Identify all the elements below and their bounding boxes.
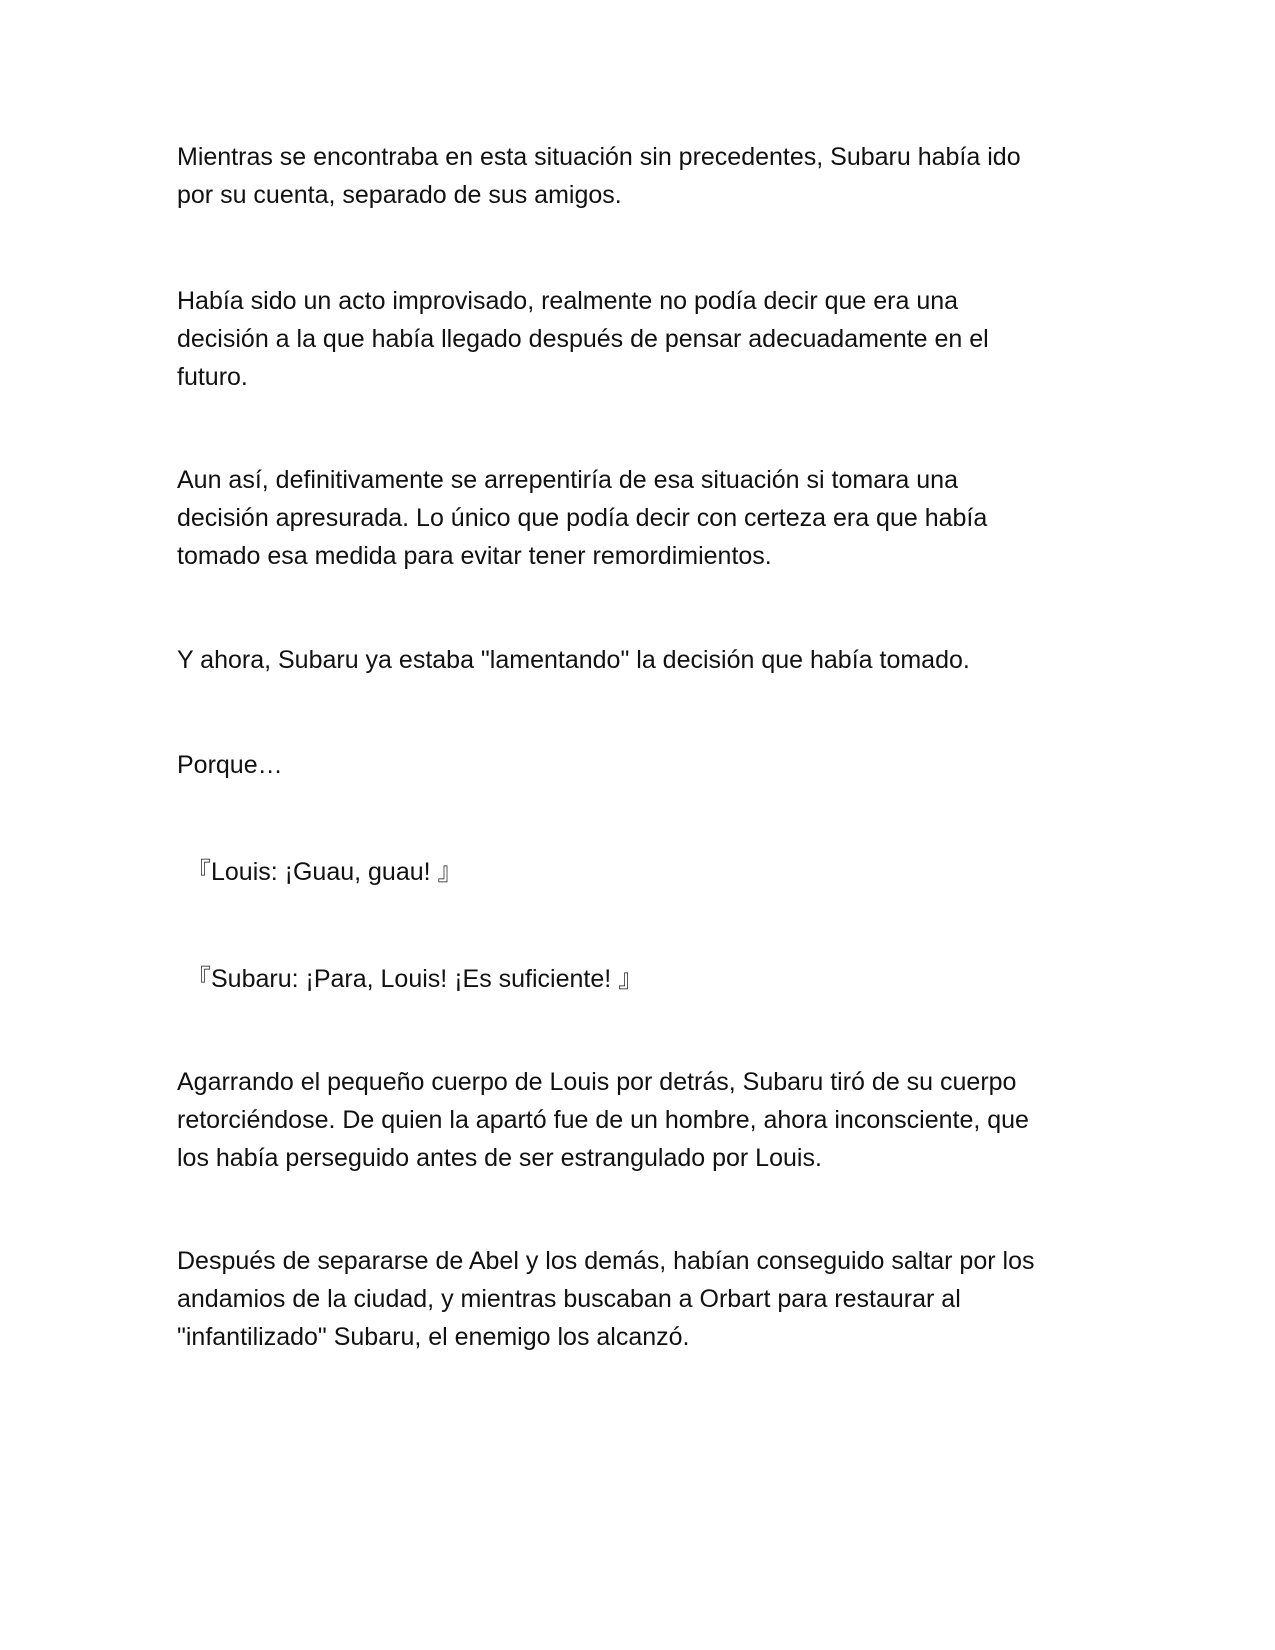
paragraph-3 [177,461,1117,575]
paragraph-line: Después de separarse de Abel y los demás, habían conseguido saltar por los [177,1247,1035,1275]
dialogue-subaru [186,960,1126,998]
dialogue-line: 『Louis: ¡Guau, guau! 』 [186,858,463,886]
paragraph-line: Había sido un acto improvisado, realmente no podía decir que era una [177,287,959,315]
dialogue-line: 『Subaru: ¡Para, Louis! ¡Es suficiente! 』 [186,965,644,993]
paragraph-line: andamios de la ciudad, y mientras buscaban a Orbart para restaurar al [177,1285,961,1313]
paragraph-line: Porque… [177,751,283,779]
paragraph-line: futuro. [177,363,248,391]
paragraph-line: decisión a la que había llegado después de pensar adecuadamente en el [177,325,989,353]
paragraph-8 [177,1063,1117,1177]
paragraph-line: tomado esa medida para evitar tener remordimientos. [177,542,772,570]
paragraph-2 [177,282,1117,396]
paragraph-line: retorciéndose. De quien la apartó fue de un hombre, ahora inconsciente, que [177,1106,1029,1134]
paragraph-1 [177,138,1117,214]
paragraph-line: por su cuenta, separado de sus amigos. [177,181,622,209]
paragraph-9 [177,1242,1117,1356]
paragraph-line: "infantilizado" Subaru, el enemigo los alcanzó. [177,1323,690,1351]
paragraph-5 [177,746,1117,784]
paragraph-line: Agarrando el pequeño cuerpo de Louis por detrás, Subaru tiró de su cuerpo [177,1068,1017,1096]
paragraph-line: Y ahora, Subaru ya estaba "lamentando" la decisión que había tomado. [177,646,970,674]
dialogue-louis [186,853,1126,891]
paragraph-line: decisión apresurada. Lo único que podía decir con certeza era que había [177,504,988,532]
paragraph-4 [177,641,1117,679]
paragraph-line: los había perseguido antes de ser estrangulado por Louis. [177,1144,822,1172]
paragraph-line: Aun así, definitivamente se arrepentiría de esa situación si tomara una [177,466,958,494]
paragraph-line: Mientras se encontraba en esta situación sin precedentes, Subaru había ido [177,143,1021,171]
